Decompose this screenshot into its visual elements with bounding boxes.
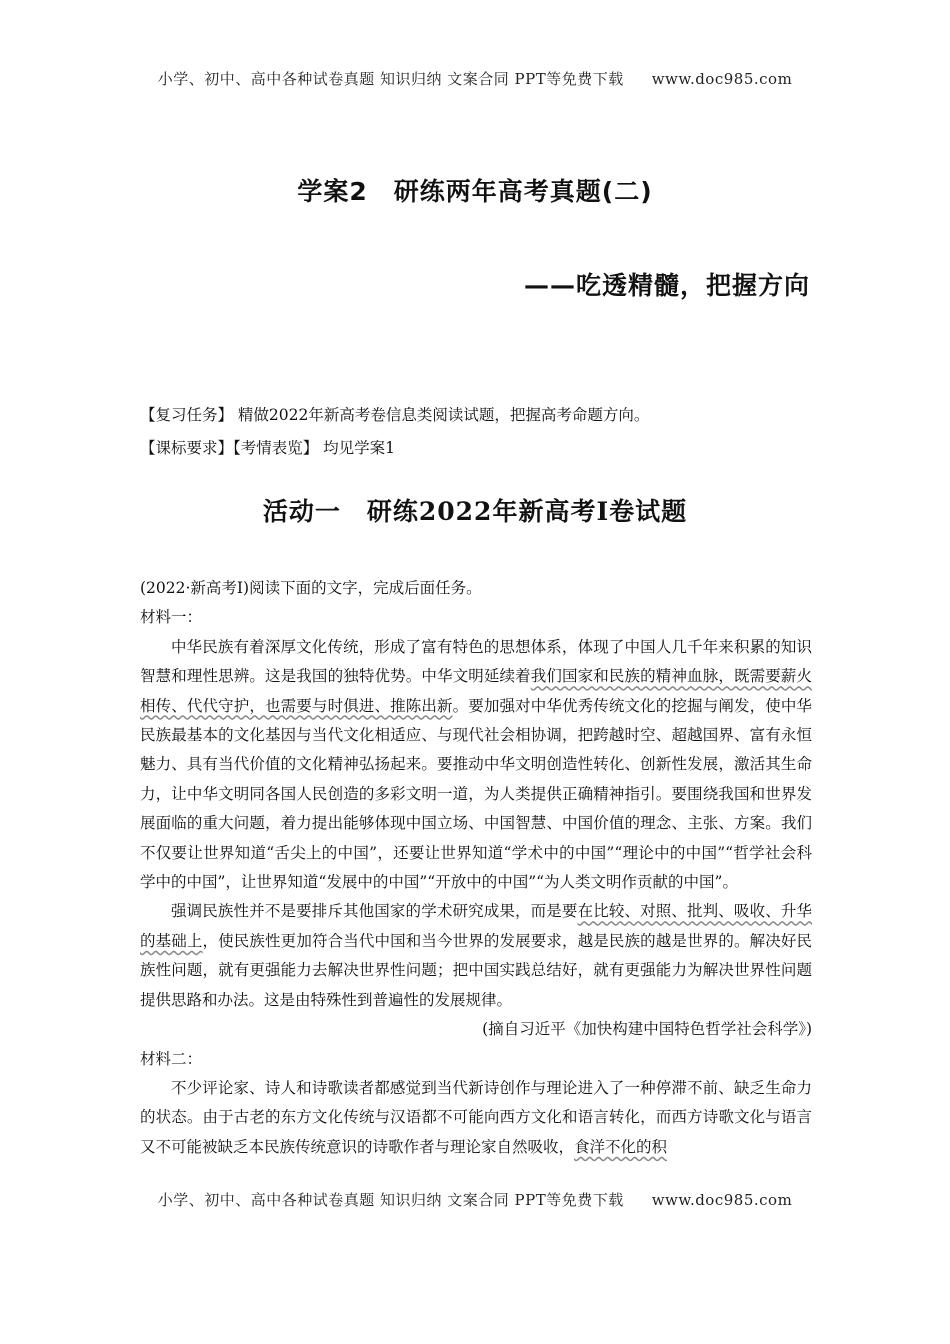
- curriculum-requirements: 【课标要求】【考情表览】 均见学案1: [140, 439, 396, 457]
- material1-paragraph-2: [140, 897, 812, 1015]
- material1-paragraph-1: [140, 633, 812, 898]
- material2-paragraph-1: [140, 1074, 812, 1162]
- material1-p1-text-b: 。要加强对中华优秀传统文化的挖掘与阐发，使中华民族最基本的文化基因与当代文化相适应、与现代社会相协调，把跨越时空、超越国界、富有永恒魅力、具有当代价值的文化精神弘扬起来。要推动中华文明创造性转化、创新性发展，激活其生命力，让中华文明同各国人民创造的多彩文明一道，为人类提供正确精神指引。要围绕我国和世界发展面临的重大问题，着力提出能够体现中国立场、中国智慧、中国价值的理念、主张、方案。我们不仅要让世界知道“舌尖上的中国”，还要让世界知道“学术中的中国”“理论中的中国”“哲学社会科学中的中国”，让世界知道“发展中的中国”“开放中的中国”“为人类文明作贡献的中国”。: [140, 696, 812, 892]
- footer-site-link[interactable]: www.doc985.com: [651, 1191, 793, 1209]
- page-header: [0, 68, 950, 89]
- activity-title: 活动一 研练2022年新高考Ⅰ卷试题: [262, 497, 688, 526]
- header-site-link[interactable]: www.doc985.com: [651, 70, 793, 88]
- footer-text: 小学、初中、高中各种试卷真题 知识归纳 文案合同 PPT等免费下载: [157, 1191, 624, 1209]
- material2-p1-underlined: 食洋不化的积: [574, 1137, 668, 1156]
- reading-content: [140, 574, 812, 1162]
- page-footer: [0, 1189, 950, 1210]
- material1-p2-text-a: 强调民族性并不是要排斥其他国家的学术研究成果，而是要: [171, 902, 578, 921]
- page-subtitle: ——吃透精髓，把握方向: [523, 271, 810, 300]
- material1-source: (摘自习近平《加快构建中国特色哲学社会科学》): [482, 1020, 812, 1039]
- page-title: 学案2 研练两年高考真题(二): [297, 177, 653, 206]
- material2-label: 材料二：: [140, 1049, 203, 1068]
- material2-p1-text-a: 不少评论家、诗人和诗歌读者都感觉到当代新诗创作与理论进入了一种停滞不前、缺乏生命力的状态。由于古老的东方文化传统与汉语都不可能向西方文化和语言转化，而西方诗歌文化与语言又不可能被缺乏本民族传统意识的诗歌作者与理论家自然吸收，: [140, 1078, 812, 1156]
- material1-p1-text-a: 中华民族有着深厚文化传统，形成了富有特色的思想体系，体现了中国人几千年来积累的知识智慧和理性思辨。这是我国的独特优势。中华文明延续着: [140, 637, 812, 686]
- material1-p1-underlined: 我们国家和民族的精神血脉，既需要薪火相传、代代守护，也需要与时俱进、推陈出新: [140, 667, 812, 715]
- material1-p2-text-b: ，使民族性更加符合当代中国和当今世界的发展要求，越是民族的越是世界的。解决好民族性问题，就有更强能力去解决世界性问题；把中国实践总结好，就有更强能力为解决世界性问题提供思路和办法。这是由特殊性到普遍性的发展规律。: [140, 931, 812, 1009]
- material1-p2-underlined: 在比较、对照、批判、吸收、升华的基础上: [140, 902, 812, 950]
- material1-label: 材料一：: [140, 608, 203, 627]
- intro-text: (2022·新高考Ⅰ)阅读下面的文字，完成后面任务。: [140, 579, 482, 597]
- header-text: 小学、初中、高中各种试卷真题 知识归纳 文案合同 PPT等免费下载: [157, 70, 624, 88]
- review-task: 【复习任务】 精做2022年新高考卷信息类阅读试题，把握高考命题方向。: [140, 406, 650, 424]
